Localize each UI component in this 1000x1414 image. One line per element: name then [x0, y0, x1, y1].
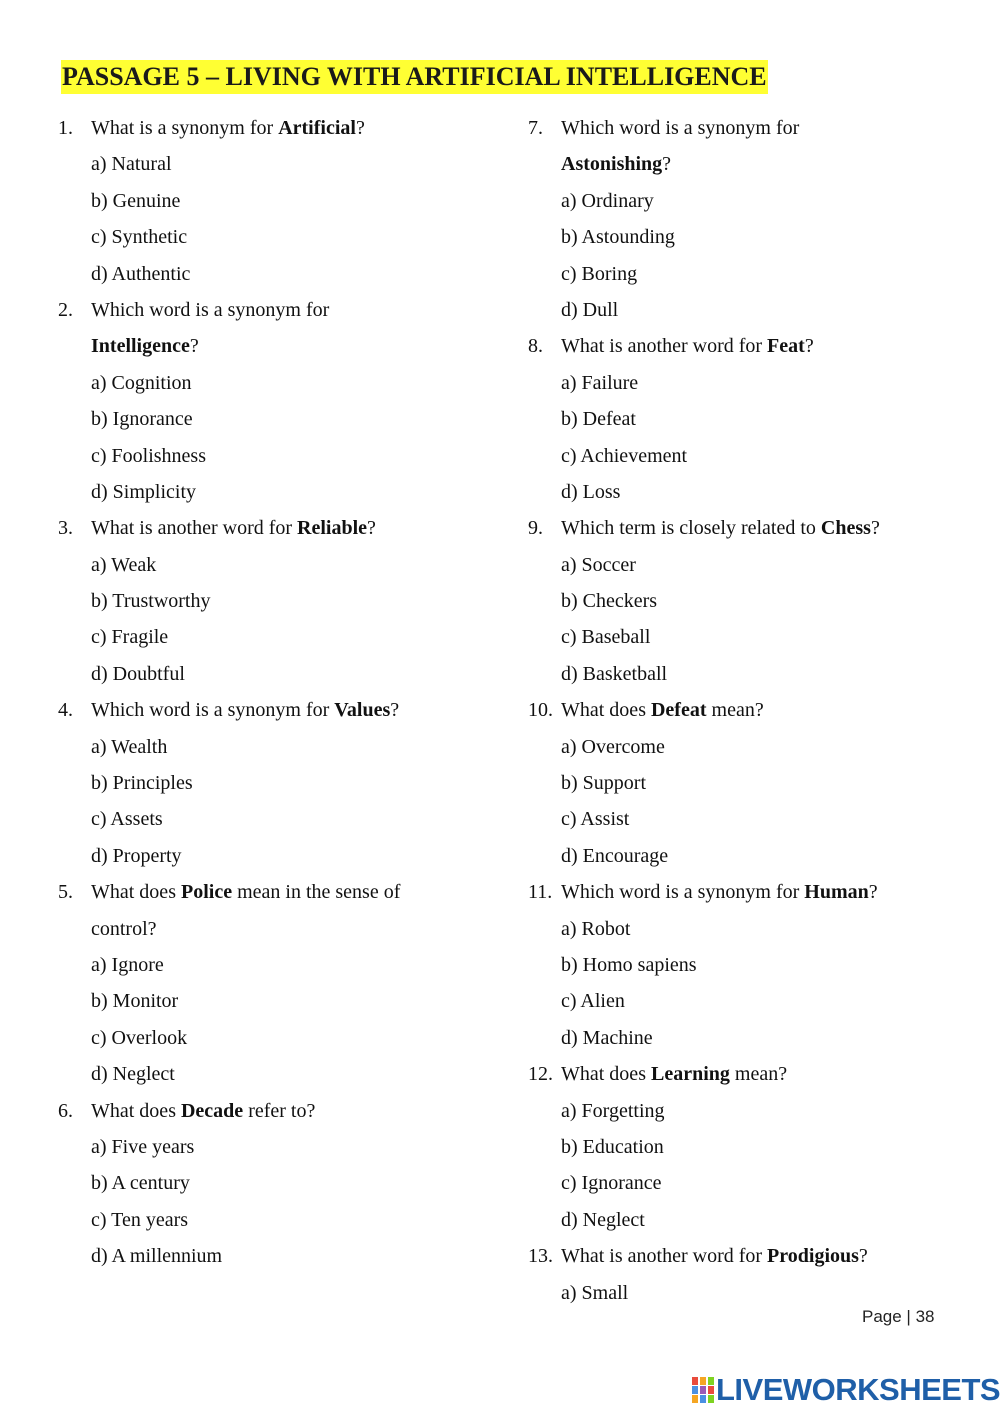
- question-prefix: What does: [91, 881, 181, 904]
- question-stem: [58, 692, 498, 728]
- answer-option: a) Soccer: [561, 553, 636, 576]
- question-continuation: [58, 328, 498, 364]
- question-suffix: control?: [91, 917, 157, 940]
- question-text: [561, 1056, 787, 1092]
- question-text: [91, 1093, 315, 1129]
- question-suffix: refer to?: [243, 1099, 316, 1122]
- question-suffix: mean?: [729, 1063, 788, 1086]
- keyword: Police: [180, 881, 233, 904]
- question-number: 2.: [58, 298, 73, 321]
- answer-option: c) Boring: [561, 262, 638, 285]
- keyword: Prodigious: [767, 1245, 859, 1268]
- answer-option: a) Ignore: [91, 953, 164, 976]
- question-suffix: ?: [662, 153, 672, 176]
- left-column: [58, 110, 498, 1275]
- answer-option: b) Principles: [91, 772, 193, 795]
- question-number: 8.: [528, 335, 543, 358]
- question-stem: [58, 510, 498, 546]
- question-stem: [528, 692, 968, 728]
- question-number: 5.: [58, 881, 73, 904]
- question-text: [91, 874, 400, 910]
- answer-option: d) Basketball: [561, 662, 668, 685]
- answer-option: c) Assist: [561, 808, 630, 831]
- brand-name: LIVEWORKSHEETS: [716, 1372, 1000, 1407]
- answer-option: d) Doubtful: [91, 662, 185, 685]
- answer-option: b) A century: [91, 1172, 190, 1195]
- question-stem: [528, 510, 968, 546]
- question-text: [561, 692, 764, 728]
- answer-option: a) Cognition: [91, 371, 192, 394]
- answer-option: a) Ordinary: [561, 189, 654, 212]
- question-prefix: What is another word for: [561, 335, 768, 358]
- answer-option: b) Trustworthy: [91, 590, 211, 613]
- answer-option: b) Astounding: [561, 226, 675, 249]
- answer-option: a) Small: [561, 1281, 629, 1304]
- answer-option: d) Property: [91, 844, 182, 867]
- answer-option: c) Alien: [561, 990, 625, 1013]
- answer-option: c) Synthetic: [91, 226, 188, 249]
- answer-option: c) Ignorance: [561, 1172, 662, 1195]
- answer-option: a) Forgetting: [561, 1099, 665, 1122]
- question-suffix: ?: [367, 517, 376, 540]
- question-text: [91, 510, 376, 546]
- question-prefix: Which word is a synonym for: [91, 699, 335, 722]
- question-prefix: What does: [91, 1099, 181, 1122]
- question-stem: [528, 1056, 968, 1092]
- answer-option: b) Support: [561, 772, 646, 795]
- answer-option: a) Five years: [91, 1135, 195, 1158]
- question-continuation: [58, 911, 498, 947]
- answer-option: c) Ten years: [91, 1208, 189, 1231]
- question-text: [561, 110, 799, 146]
- answer-option: c) Achievement: [561, 444, 688, 467]
- question-stem: [528, 874, 968, 910]
- question-continuation: [528, 146, 968, 182]
- keyword: Astonishing: [561, 153, 663, 176]
- keyword: Artificial: [278, 117, 356, 139]
- question-stem: [528, 328, 968, 364]
- answer-option: a) Weak: [91, 553, 157, 576]
- answer-option: d) Loss: [561, 480, 621, 503]
- question-suffix: mean?: [706, 699, 764, 722]
- question-prefix: Which word is a synonym for: [91, 298, 330, 321]
- right-column: [528, 110, 968, 1311]
- question-number: 1.: [58, 117, 73, 139]
- question-text: [561, 510, 880, 546]
- answer-option: b) Checkers: [561, 590, 658, 613]
- question-number: 4.: [58, 699, 73, 722]
- answer-option: a) Wealth: [91, 735, 168, 758]
- answer-option: c) Baseball: [561, 626, 651, 649]
- answer-option: b) Monitor: [91, 990, 179, 1013]
- keyword: Reliable: [297, 517, 368, 540]
- question-prefix: Which word is a synonym for: [561, 881, 805, 904]
- question-number: 3.: [58, 517, 73, 540]
- answer-option: c) Foolishness: [91, 444, 206, 467]
- question-text: [561, 328, 814, 364]
- answer-option: d) Neglect: [561, 1208, 645, 1231]
- keyword: Feat: [767, 335, 805, 358]
- answer-option: b) Defeat: [561, 408, 636, 431]
- question-stem: [528, 110, 968, 146]
- question-suffix: ?: [858, 1245, 868, 1268]
- liveworksheets-logo: [692, 1370, 1000, 1410]
- answer-option: d) Simplicity: [91, 480, 196, 503]
- question-text: [561, 874, 878, 910]
- answer-option: d) A millennium: [91, 1245, 223, 1268]
- question-stem: [58, 292, 498, 328]
- keyword: Human: [804, 881, 869, 904]
- question-number: 10.: [528, 699, 553, 722]
- question-text: [91, 692, 399, 728]
- keyword: Values: [334, 699, 391, 722]
- page-number: Page | 38: [862, 1307, 935, 1326]
- question-prefix: What is a synonym for: [91, 117, 279, 139]
- question-prefix: What does: [561, 699, 651, 722]
- question-prefix: Which word is a synonym for: [561, 117, 800, 139]
- question-suffix: ?: [870, 517, 880, 540]
- question-stem: [58, 874, 498, 910]
- answer-option: d) Dull: [561, 298, 619, 321]
- answer-option: d) Neglect: [91, 1063, 175, 1086]
- question-text: [91, 292, 329, 328]
- answer-option: b) Ignorance: [91, 408, 193, 431]
- answer-option: d) Encourage: [561, 844, 669, 867]
- question-suffix: ?: [390, 699, 400, 722]
- question-number: 13.: [528, 1245, 553, 1268]
- question-number: 9.: [528, 517, 543, 540]
- answer-option: a) Robot: [561, 917, 631, 940]
- question-prefix: Which term is closely related to: [561, 517, 821, 540]
- question-suffix: ?: [868, 881, 878, 904]
- answer-option: c) Overlook: [91, 1026, 188, 1049]
- question-number: 6.: [58, 1099, 73, 1122]
- question-text: [91, 110, 365, 146]
- answer-option: c) Fragile: [91, 626, 169, 649]
- question-suffix: ?: [804, 335, 814, 358]
- keyword: Learning: [650, 1063, 730, 1086]
- liveworksheets-icon: [692, 1377, 714, 1403]
- answer-option: d) Machine: [561, 1026, 653, 1049]
- question-suffix: mean in the sense of: [232, 881, 401, 904]
- question-number: 11.: [528, 881, 553, 904]
- answer-option: a) Overcome: [561, 735, 665, 758]
- question-stem: [58, 110, 498, 146]
- keyword: Chess: [820, 517, 871, 540]
- page-title: PASSAGE 5 – LIVING WITH ARTIFICIAL INTELLIGENCE: [61, 60, 768, 94]
- question-prefix: What is another word for: [561, 1245, 768, 1268]
- question-text: [561, 1238, 868, 1274]
- question-number: 7.: [528, 117, 543, 139]
- answer-option: a) Natural: [91, 153, 172, 176]
- keyword: Intelligence: [91, 335, 190, 358]
- question-suffix: ?: [189, 335, 199, 358]
- keyword: Defeat: [650, 699, 707, 722]
- question-stem: [528, 1238, 968, 1274]
- answer-option: a) Failure: [561, 371, 639, 394]
- answer-option: c) Assets: [91, 808, 163, 831]
- question-prefix: What does: [561, 1063, 651, 1086]
- keyword: Decade: [180, 1099, 244, 1122]
- answer-option: b) Education: [561, 1135, 664, 1158]
- question-stem: [58, 1093, 498, 1129]
- answer-option: d) Authentic: [91, 262, 191, 285]
- question-prefix: What is another word for: [91, 517, 298, 540]
- question-suffix: ?: [355, 117, 365, 139]
- answer-option: b) Homo sapiens: [561, 953, 697, 976]
- question-number: 12.: [528, 1063, 553, 1086]
- answer-option: b) Genuine: [91, 189, 181, 212]
